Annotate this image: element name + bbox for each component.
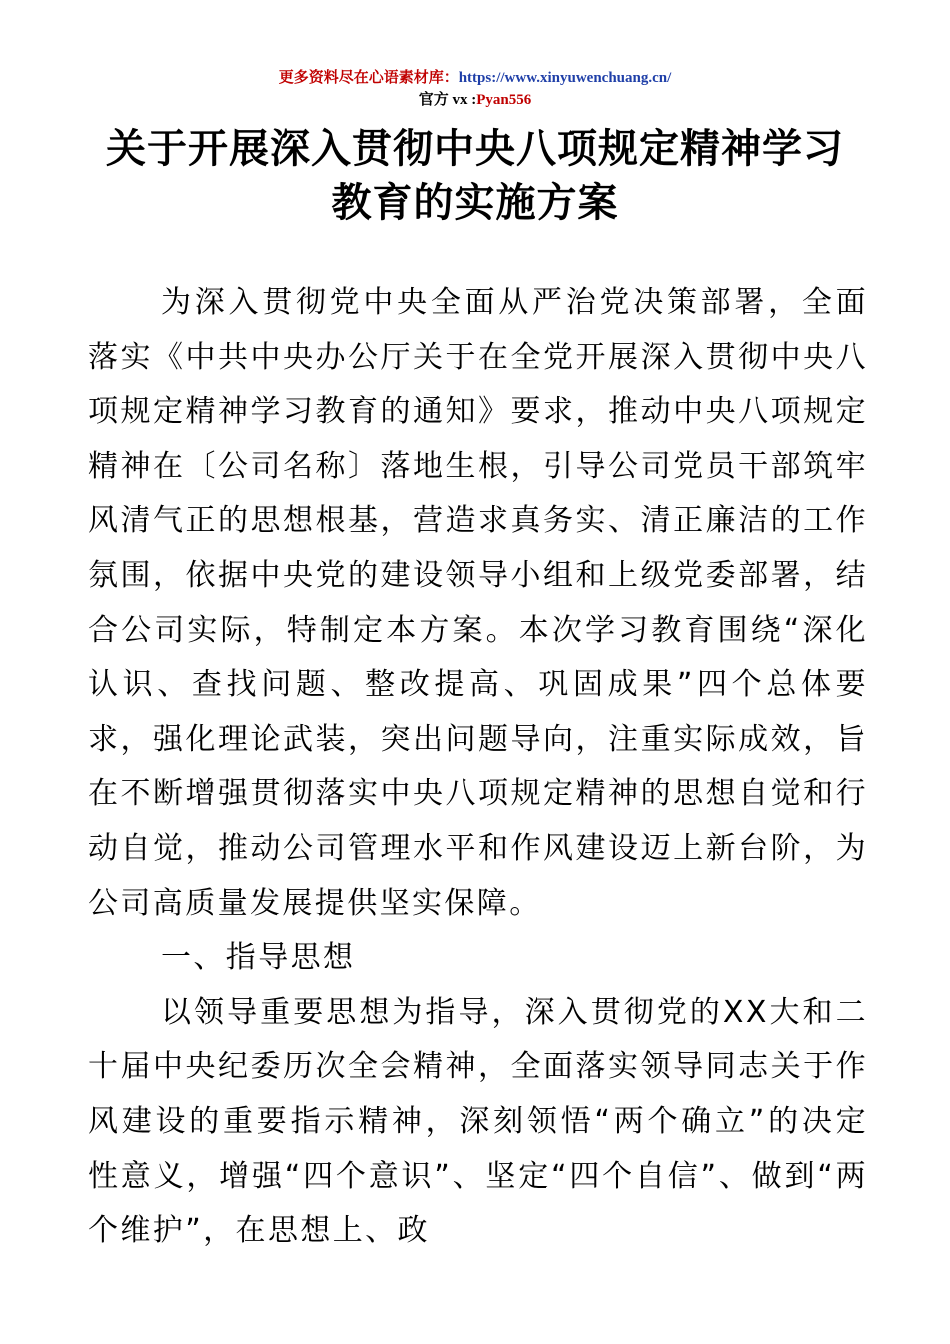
promo-text: 更多资料尽在心语素材库：: [278, 70, 459, 86]
intro-paragraph: 为深入贯彻党中央全面从严治党决策部署，全面落实《中共中央办公厅关于在全党开展深入贯彻中央八项规定精神学习教育的通知》要求，推动中央八项规定精神在〔公司名称〕落地生根，引导公司党员干部筑牢风清气正的思想根基，营造求真务实、清正廉洁的工作氛围，依据中央党的建设领导小组和上级党委部署，结合公司实际，特制定本方案。本次学习教育围绕“深化认识、查找问题、整改提高、巩固成果”四个总体要求，强化理论武装，突出问题导向，注重实际成效，旨在不断增强贯彻落实中央八项规定精神的思想自觉和行动自觉，推动公司管理水平和作风建设迈上新台阶，为公司高质量发展提供坚实保障。: [88, 285, 868, 921]
contact-label: 官方 vx :: [418, 92, 477, 108]
document-body: [88, 276, 868, 1259]
promo-header: [0, 68, 950, 88]
contact-id: Pyan556: [476, 92, 532, 108]
contact-header: [0, 90, 950, 110]
document-title: [60, 122, 890, 230]
title-line-1: 关于开展深入贯彻中央八项规定精神学习: [106, 125, 844, 172]
promo-link[interactable]: https://www.xinyuwenchuang.cn/: [458, 70, 672, 86]
section-heading-guiding-ideology: 一、指导思想: [161, 940, 356, 976]
title-line-2: 教育的实施方案: [331, 179, 619, 226]
guiding-ideology-paragraph: 以领导重要思想为指导，深入贯彻党的XX大和二十届中央纪委历次全会精神，全面落实领导同志关于作风建设的重要指示精神，深刻领悟“两个确立”的决定性意义，增强“四个意识”、坚定“四个自信”、做到“两个维护”，在思想上、政: [88, 994, 868, 1249]
